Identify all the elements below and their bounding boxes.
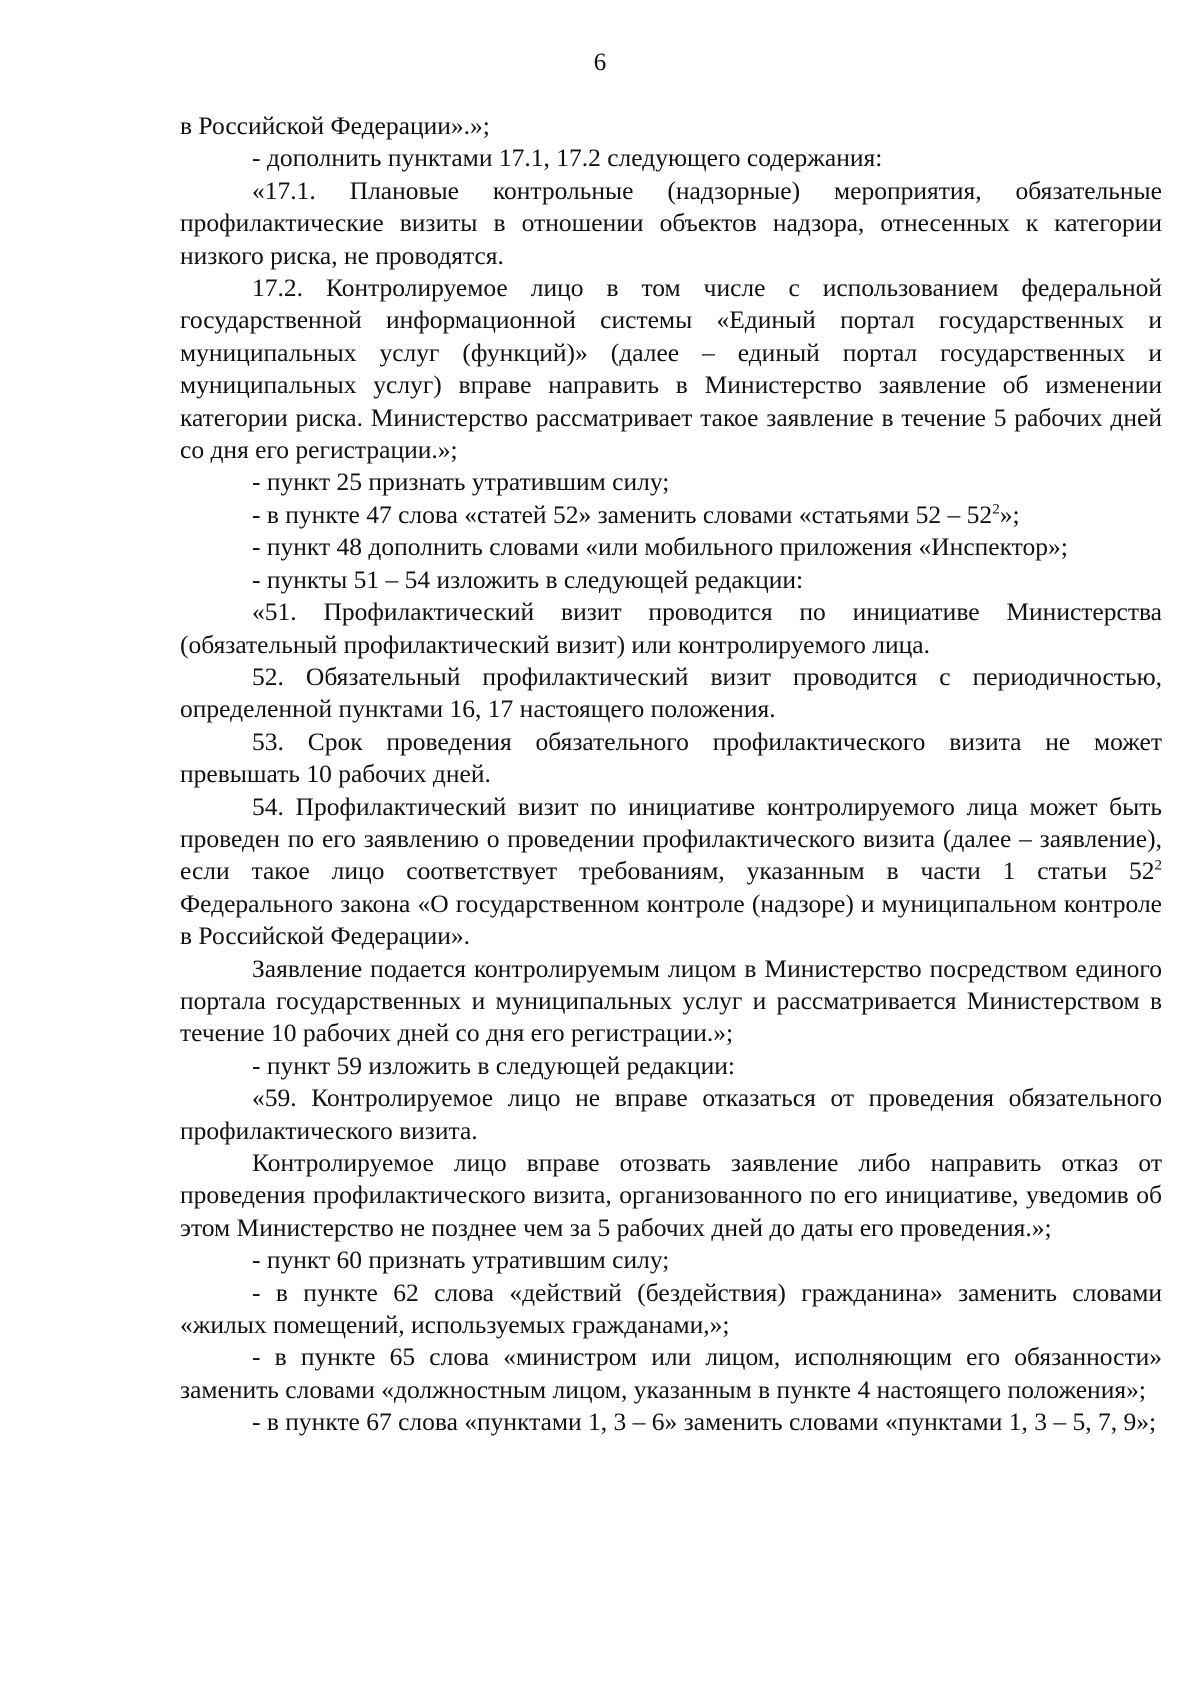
paragraph: - в пункте 65 слова «министром или лицом, исполняющим его обязанности» заменить словами «должностным лицом, указанным в пункте 4 настоящего положения»; <box>180 1342 1162 1404</box>
paragraph: - в пункте 62 слова «действий (бездействия) гражданина» заменить словами «жилых помещений, используемых гражданами,»; <box>180 1277 1162 1340</box>
document-body <box>180 110 1162 1439</box>
paragraph: 52. Обязательный профилактический визит проводится с периодичностью, определенной пунктами 16, 17 настоящего положения. <box>180 661 1162 724</box>
paragraph: «17.1. Плановые контрольные (надзорные) мероприятия, обязательные профилактические визиты в отношении объектов надзора, отнесенных к категории низкого риска, не проводятся. <box>180 175 1162 270</box>
paragraph: - дополнить пунктами 17.1, 17.2 следующего содержания: <box>252 143 883 173</box>
paragraph: «59. Контролируемое лицо не вправе отказаться от проведения обязательного профилактического визита. <box>180 1083 1162 1145</box>
paragraph: «51. Профилактический визит проводится по инициативе Министерства (обязательный профилактический визит) или контролируемого лица. <box>180 597 1162 659</box>
paragraph-text: Федерального закона «О государственном контроле (надзоре) и муниципальном контроле в Российской Федерации». <box>180 888 1162 951</box>
paragraph: - пункт 25 признать утратившим силу; <box>252 467 670 497</box>
paragraph-text: 54. Профилактический визит по инициативе контролируемого лица может быть проведен по его заявлению о проведении профилактического визита (далее – заявление), если такое лицо соответствует требованиям, указанным в части 1 статьи 52 <box>180 791 1162 886</box>
superscript: 2 <box>1154 857 1162 874</box>
paragraph: 53. Срок проведения обязательного профилактического визита не может превышать 10 рабочих дней. <box>180 726 1162 789</box>
paragraph-text: - в пункте 47 слова «статей 52» заменить словами «статьями 52 – 52 <box>252 499 993 529</box>
paragraph: - пункт 59 изложить в следующей редакции: <box>252 1050 735 1080</box>
paragraph: 17.2. Контролируемое лицо в том числе с использованием федеральной государственной информационной системы «Единый портал государственных и муниципальных услуг (функций)» (далее – единый портал государственных и муниципальных услуг) вправе направить в Министерство заявление об изменении категории риска. Министерство рассматривает такое заявление в течение 5 рабочих дней со дня его регистрации.»; <box>180 273 1162 465</box>
paragraph: Контролируемое лицо вправе отозвать заявление либо направить отказ от проведения профилактического визита, организованного по его инициативе, уведомив об этом Министерство не позднее чем за 5 рабочих дней до даты его проведения.»; <box>180 1148 1162 1242</box>
page-number: 6 <box>593 49 607 76</box>
superscript: 2 <box>992 501 1000 518</box>
paragraph: Заявление подается контролируемым лицом в Министерство посредством единого портала государственных и муниципальных услуг и рассматривается Министерством в течение 10 рабочих дней со дня его регистрации.»; <box>180 953 1162 1048</box>
paragraph <box>180 499 1162 531</box>
paragraph: - в пункте 67 слова «пунктами 1, 3 – 6» заменить словами «пунктами 1, 3 – 5, 7, 9»; <box>252 1407 1157 1437</box>
paragraph: - пункт 48 дополнить словами «или мобильного приложения «Инспектор»; <box>252 532 1068 562</box>
paragraph-text: »; <box>999 499 1020 529</box>
paragraph: в Российской Федерации».»; <box>180 111 490 140</box>
paragraph: - пункт 60 признать утратившим силу; <box>252 1245 670 1275</box>
paragraph: - пункты 51 – 54 изложить в следующей редакции: <box>252 564 804 594</box>
paragraph <box>180 791 1162 953</box>
